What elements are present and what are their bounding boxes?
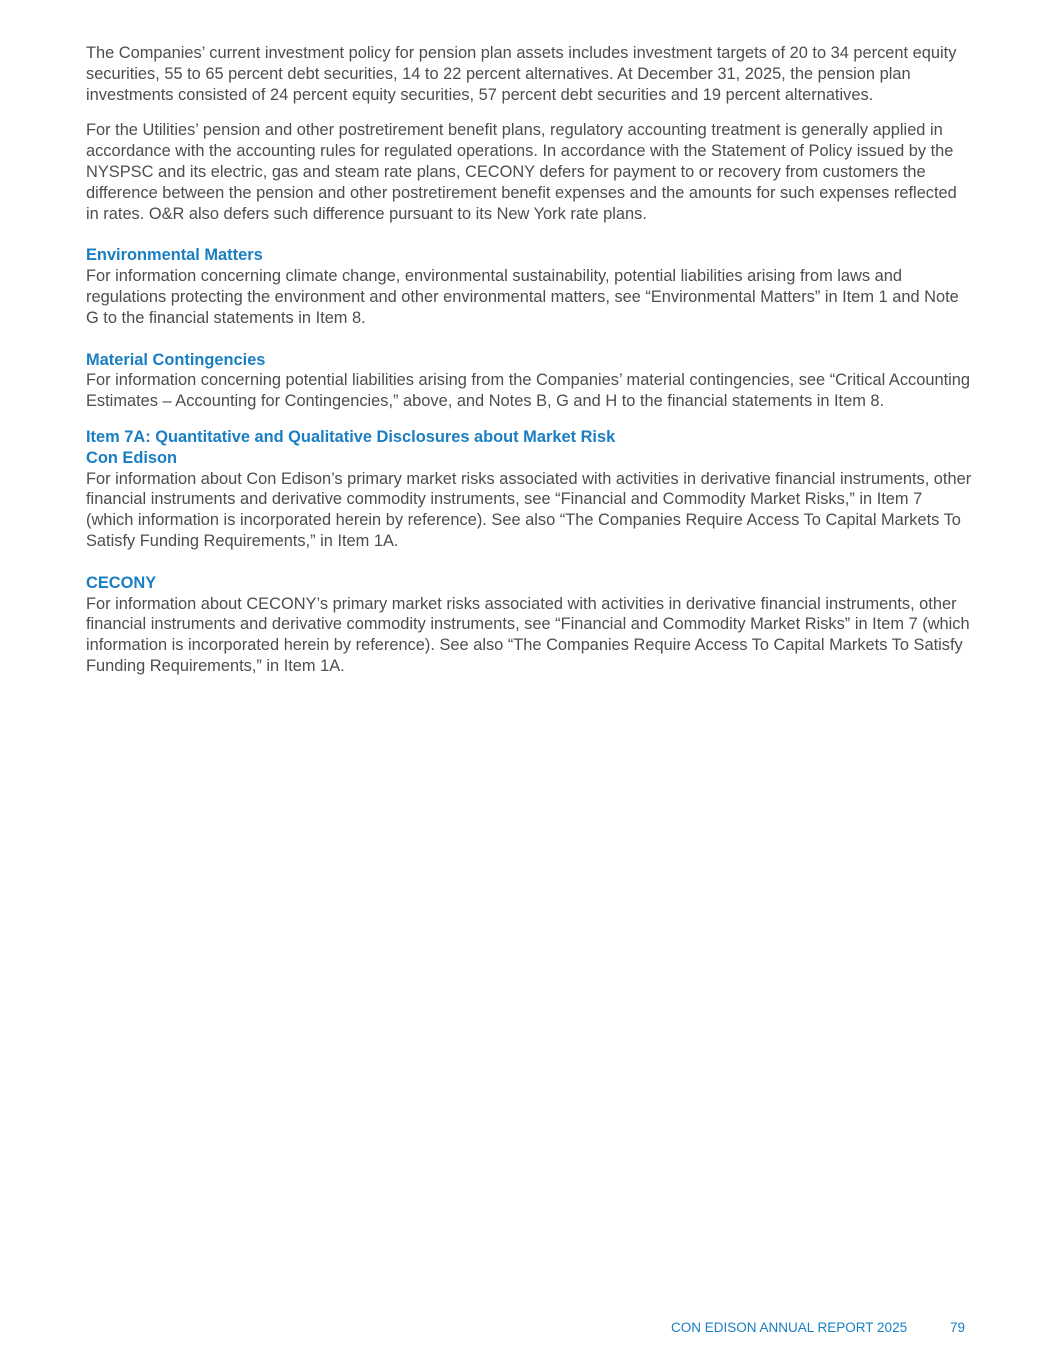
cecony-market-risk-body: For information about CECONY’s primary market risks associated with activities in derivative financial instruments, other financial instruments and derivative commodity instruments, see “Financial and Commodity Market Risks” in Item 7 (which information is incorporated herein by reference). See also “The Companies Require Access To Capital Markets To Satisfy Funding Requirements,” in Item 1A. [86,594,970,675]
pension-investment-policy-paragraph: The Companies’ current investment policy for pension plan assets includes investment targets of 20 to 34 percent equity securities, 55 to 65 percent debt securities, 14 to 22 percent alternatives. At December 31, 2025, the pension plan investments consisted of 24 percent equity securities, 57 percent debt securities and 19 percent alternatives. [86,44,957,104]
page-content [86,43,974,677]
con-edison-market-risk-body: For information about Con Edison’s primary market risks associated with activities in derivative financial instruments, other financial instruments and derivative commodity instruments, see “Financial and Commodity Market Risks,” in Item 7 (which information is incorporated herein by reference). See also “The Companies Require Access To Capital Markets To Satisfy Funding Requirements,” in Item 1A. [86,469,972,550]
material-contingencies-body: For information concerning potential liabilities arising from the Companies’ material contingencies, see “Critical Accounting Estimates – Accounting for Contingencies,” above, and Notes B, G and H to the financial statements in Item 8. [86,371,970,411]
page-number: 79 [950,1320,966,1335]
material-contingencies-heading: Material Contingencies [86,350,266,369]
cecony-heading: CECONY [86,573,157,592]
environmental-matters-heading: Environmental Matters [86,246,263,265]
footer-report-title: CON EDISON ANNUAL REPORT 2025 [671,1320,908,1335]
con-edison-heading: Con Edison [86,448,178,467]
item-7a-heading: Item 7A: Quantitative and Qualitative Disclosures about Market Risk [86,427,616,446]
regulatory-accounting-paragraph: For the Utilities’ pension and other postretirement benefit plans, regulatory accounting treatment is generally applied in accordance with the accounting rules for regulated operations. In accordance with the Statement of Policy issued by the NYSPSC and its electric, gas and steam rate plans, CECONY defers for payment to or recovery from customers the difference between the pension and other postretirement benefit expenses and the amounts for such expenses reflected in rates. O&R also defers such difference pursuant to its New York rate plans. [86,121,957,223]
environmental-matters-body: For information concerning climate change, environmental sustainability, potential liabilities arising from laws and regulations protecting the environment and other environmental matters, see “Environmental Matters” in Item 1 and Note G to the financial statements in Item 8. [86,267,959,327]
